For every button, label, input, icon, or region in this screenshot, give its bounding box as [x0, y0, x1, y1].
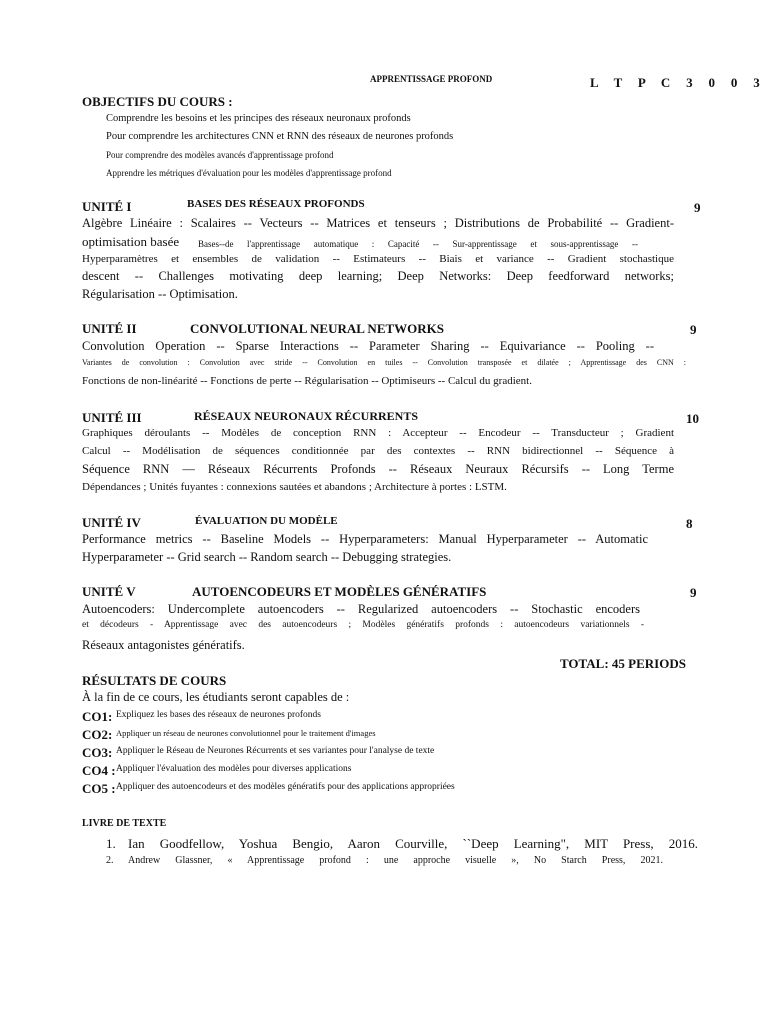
unit-1-line: Régularisation -- Optimisation.: [82, 287, 238, 301]
unit-4-line: Hyperparameter -- Grid search -- Random search -- Debugging strategies.: [82, 550, 452, 564]
unit-4-hours: 8: [686, 516, 693, 531]
co-text: Expliquez les bases des réseaux de neurones profonds: [116, 710, 321, 720]
ltpc-credits: L T P C 3 0 0 3: [590, 75, 767, 90]
co-text: Appliquer des autoencodeurs et des modèles génératifs pour des applications appropriées: [116, 782, 455, 792]
unit-3-hours: 10: [686, 411, 699, 426]
unit-2-hours: 9: [690, 322, 697, 337]
textbook-heading: LIVRE DE TEXTE: [82, 818, 167, 829]
unit-2-title: CONVOLUTIONAL NEURAL NETWORKS: [190, 321, 445, 336]
unit-1-line: Bases--de l'apprentissage automatique : Capacité -- Sur-apprentissage et sous-apprentissage --: [198, 239, 638, 249]
unit-3-title: RÉSEAUX NEURONAUX RÉCURRENTS: [194, 409, 419, 423]
unit-5-label: UNITÉ V: [82, 584, 136, 599]
unit-5-hours: 9: [690, 585, 697, 600]
unit-1-line: descent -- Challenges motivating deep learning; Deep Networks: Deep feedforward networks;: [82, 269, 674, 283]
unit-1-line: Hyperparamètres et ensembles de validation -- Estimateurs -- Biais et variance -- Gradient stochastique: [82, 253, 674, 265]
co-label: CO4 :: [82, 763, 116, 778]
unit-2-line: Fonctions de non-linéarité -- Fonctions de perte -- Régularisation -- Optimiseurs -- Calcul du gradient.: [82, 375, 532, 387]
unit-5-title: AUTOENCODEURS ET MODÈLES GÉNÉRATIFS: [192, 584, 487, 599]
unit-4-line: Performance metrics -- Baseline Models -- Hyperparameters: Manual Hyperparameter -- Automatic: [82, 532, 648, 546]
unit-3-line: Calcul -- Modélisation de séquences conditionnée par des contextes -- RNN bidirectionnel -- Séquence à: [82, 445, 674, 457]
objective-item: Pour comprendre les architectures CNN et RNN des réseaux de neurones profonds: [106, 131, 454, 142]
unit-3-line: Dépendances ; Unités fuyantes : connexions sautées et abandons ; Architecture à portes : LSTM.: [82, 481, 507, 493]
co-text: Appliquer l'évaluation des modèles pour diverses applications: [116, 764, 352, 774]
unit-1-line: optimisation basée: [82, 234, 180, 249]
co-label: CO3:: [82, 745, 113, 760]
co-label: CO1:: [82, 709, 113, 724]
unit-2-line: Variantes de convolution : Convolution avec stride -- Convolution en tuiles -- Convolution transposée et dilatée ; Apprentissage des CNN :: [82, 358, 686, 367]
unit-2-line: Convolution Operation -- Sparse Interactions -- Parameter Sharing -- Equivariance -- Pooling --: [82, 339, 654, 353]
co-label: CO2:: [82, 727, 113, 742]
course-title: APPRENTISSAGE PROFOND: [370, 74, 493, 84]
unit-4-label: UNITÉ IV: [82, 515, 141, 530]
unit-1-title: BASES DES RÉSEAUX PROFONDS: [187, 198, 365, 210]
co-text: Appliquer le Réseau de Neurones Récurrents et ses variantes pour l'analyse de texte: [116, 746, 435, 756]
unit-4-title: ÉVALUATION DU MODÈLE: [195, 515, 338, 527]
unit-1-hours: 9: [694, 200, 701, 215]
unit-2-label: UNITÉ II: [82, 321, 137, 336]
objective-item: Apprendre les métriques d'évaluation pour les modèles d'apprentissage profond: [106, 168, 392, 178]
unit-5-line: Autoencoders: Undercomplete autoencoders -- Regularized autoencoders -- Stochastic encoders: [82, 602, 640, 616]
unit-1-label: UNITÉ I: [82, 199, 132, 214]
total-periods: TOTAL: 45 PERIODS: [560, 656, 686, 671]
objectives-heading: OBJECTIFS DU COURS :: [82, 94, 233, 109]
objective-item: Comprendre les besoins et les principes des réseaux neuronaux profonds: [106, 113, 411, 124]
textbook-item: 2. Andrew Glassner, « Apprentissage profond : une approche visuelle », No Starch Press, 2021.: [106, 855, 663, 866]
unit-3-line: Séquence RNN — Réseaux Récurrents Profonds -- Réseaux Neuraux Récursifs -- Long Terme: [82, 462, 674, 476]
objective-item: Pour comprendre des modèles avancés d'apprentissage profond: [106, 150, 334, 160]
co-label: CO5 :: [82, 781, 116, 796]
unit-3-label: UNITÉ III: [82, 410, 142, 425]
unit-3-line: Graphiques déroulants -- Modèles de conception RNN : Accepteur -- Encodeur -- Transducteur ; Gradient: [82, 427, 674, 439]
unit-1-line: Algèbre Linéaire : Scalaires -- Vecteurs -- Matrices et tenseurs ; Distributions de Probabilité -- Gradient-: [82, 216, 674, 230]
co-text: Appliquer un réseau de neurones convolutionnel pour le traitement d'images: [116, 728, 376, 738]
unit-5-line: Réseaux antagonistes génératifs.: [82, 638, 245, 652]
results-intro: À la fin de ce cours, les étudiants seront capables de :: [82, 690, 350, 704]
textbook-item: 1. Ian Goodfellow, Yoshua Bengio, Aaron Courville, ``Deep Learning", MIT Press, 2016.: [106, 836, 698, 851]
unit-5-line: et décodeurs - Apprentissage avec des autoencodeurs ; Modèles génératifs profonds : autoencodeurs variationnels -: [82, 620, 644, 630]
results-heading: RÉSULTATS DE COURS: [82, 673, 227, 688]
